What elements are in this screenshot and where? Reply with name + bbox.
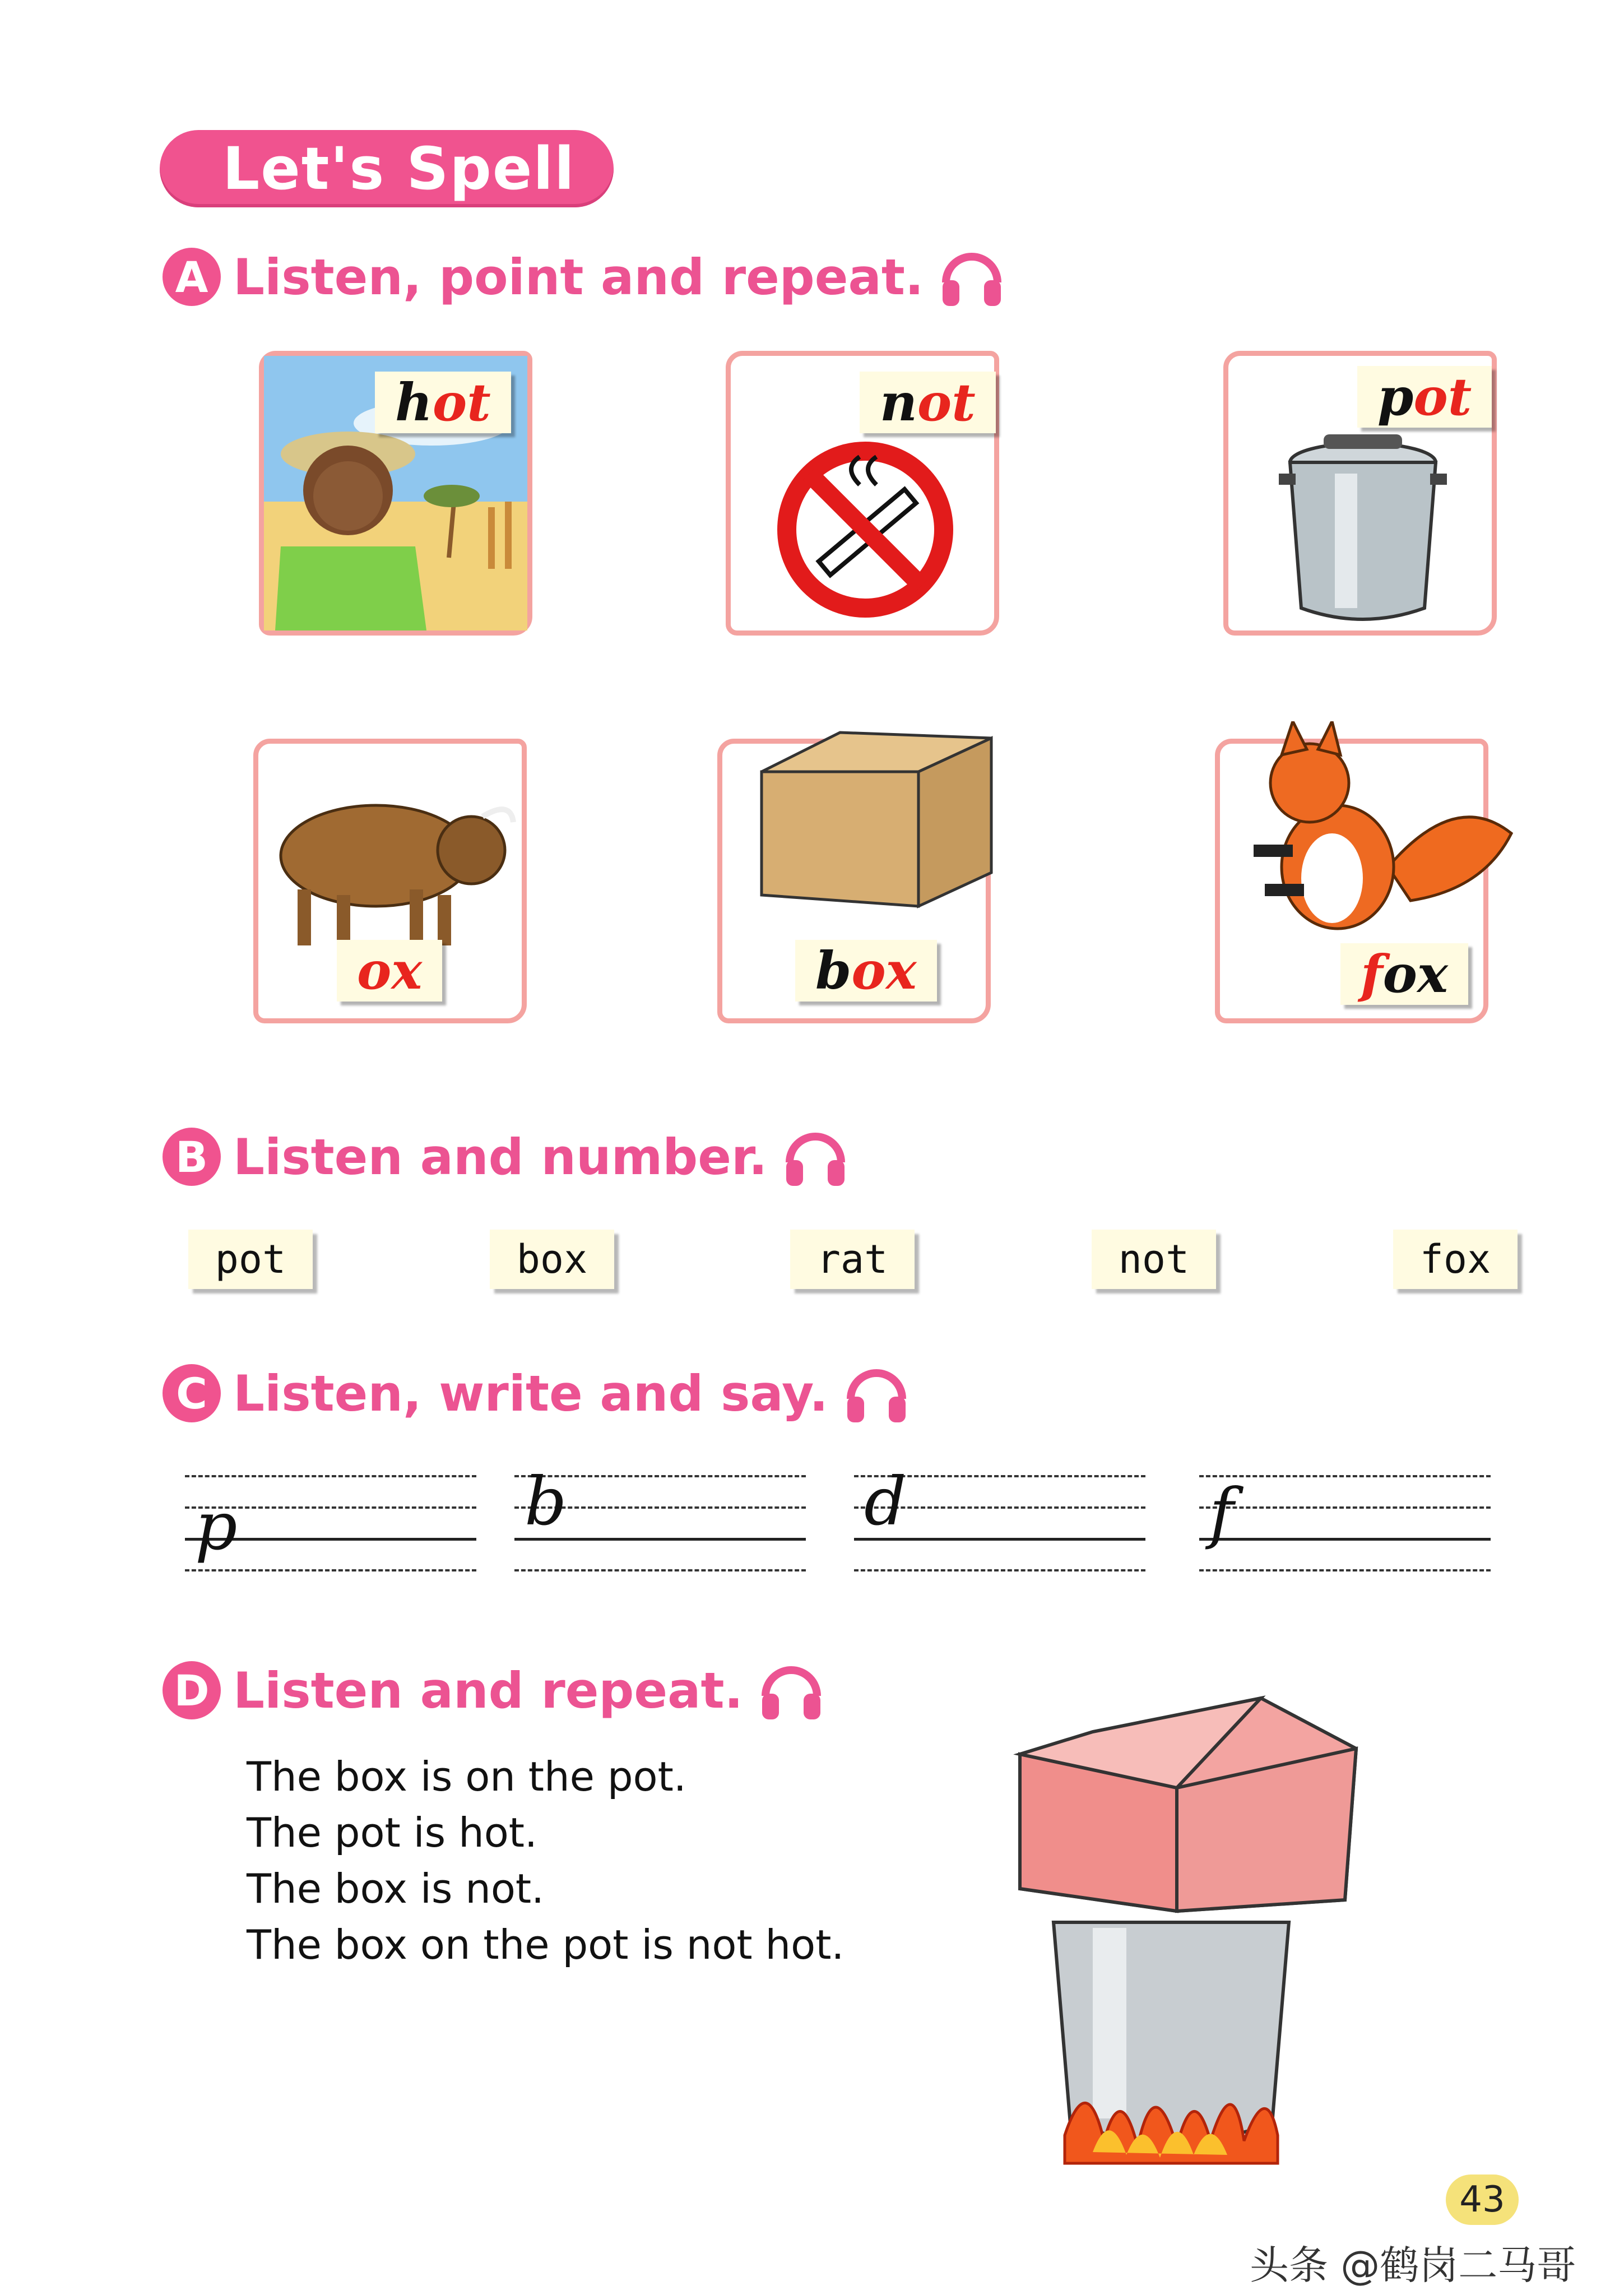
section-d-heading [163, 1657, 825, 1724]
card-hot[interactable] [259, 351, 532, 636]
word-chip[interactable]: fox [1393, 1230, 1518, 1289]
word-chip[interactable]: box [490, 1230, 614, 1289]
box-picture [750, 727, 1019, 917]
writing-lines-b[interactable] [514, 1463, 806, 1569]
headphones-icon[interactable] [843, 1360, 910, 1427]
writing-lines-d[interactable] [854, 1463, 1145, 1569]
lets-spell-banner [160, 130, 614, 207]
chant-line: The pot is hot. [247, 1809, 537, 1856]
pot-picture [1279, 423, 1447, 625]
chant-line: The box on the pot is not hot. [247, 1921, 845, 1968]
card-ox-label: ox [337, 940, 442, 1002]
section-a-title: Listen, point and repeat. [233, 248, 924, 306]
fox-picture [1220, 721, 1534, 957]
writing-letter: d [864, 1463, 907, 1540]
writing-letter: p [195, 1487, 238, 1565]
card-ox[interactable] [253, 739, 527, 1023]
ox-picture [258, 766, 522, 945]
chant-line: The box is not. [247, 1865, 545, 1912]
card-pot[interactable] [1223, 351, 1497, 636]
box-on-pot-picture [1009, 1676, 1367, 2169]
writing-lines-p[interactable] [185, 1468, 476, 1569]
card-pot-label: p ot [1357, 366, 1492, 428]
headphones-icon[interactable] [758, 1657, 825, 1724]
section-b-badge: B [163, 1128, 221, 1186]
card-hot-label: h ot [375, 372, 511, 433]
card-fox-label: f ox [1340, 943, 1468, 1005]
section-c-heading [163, 1360, 910, 1427]
section-b-heading [163, 1123, 849, 1190]
banner-title: Let's Spell [222, 135, 576, 203]
chant-lines [247, 1749, 844, 1973]
writing-lines-f[interactable] [1199, 1468, 1491, 1569]
card-fox[interactable] [1215, 739, 1488, 1023]
page-number: 43 [1446, 2175, 1519, 2225]
section-d-title: Listen and repeat. [233, 1661, 743, 1719]
card-not-label: n ot [860, 372, 996, 433]
section-d-badge: D [163, 1661, 221, 1719]
section-b-title: Listen and number. [233, 1128, 768, 1186]
writing-letter: f [1209, 1474, 1234, 1551]
chant-line: The box is on the pot. [247, 1753, 686, 1800]
word-chip[interactable]: not [1092, 1230, 1216, 1289]
section-c-badge: C [163, 1364, 221, 1422]
word-chip[interactable]: pot [188, 1230, 313, 1289]
headphones-icon[interactable] [938, 243, 1005, 310]
no-smoking-icon [776, 440, 955, 619]
card-not[interactable] [726, 351, 999, 636]
card-box-label: b ox [795, 940, 937, 1002]
headphones-icon[interactable] [782, 1123, 849, 1190]
card-box[interactable] [717, 739, 991, 1023]
source-watermark: 头条 @鹤岗二马哥 [1250, 2242, 1576, 2288]
section-a-badge: A [163, 248, 221, 306]
section-a-heading [163, 243, 1005, 310]
word-chip[interactable]: rat [790, 1230, 915, 1289]
section-c-title: Listen, write and say. [233, 1364, 828, 1422]
writing-letter: b [525, 1463, 567, 1540]
